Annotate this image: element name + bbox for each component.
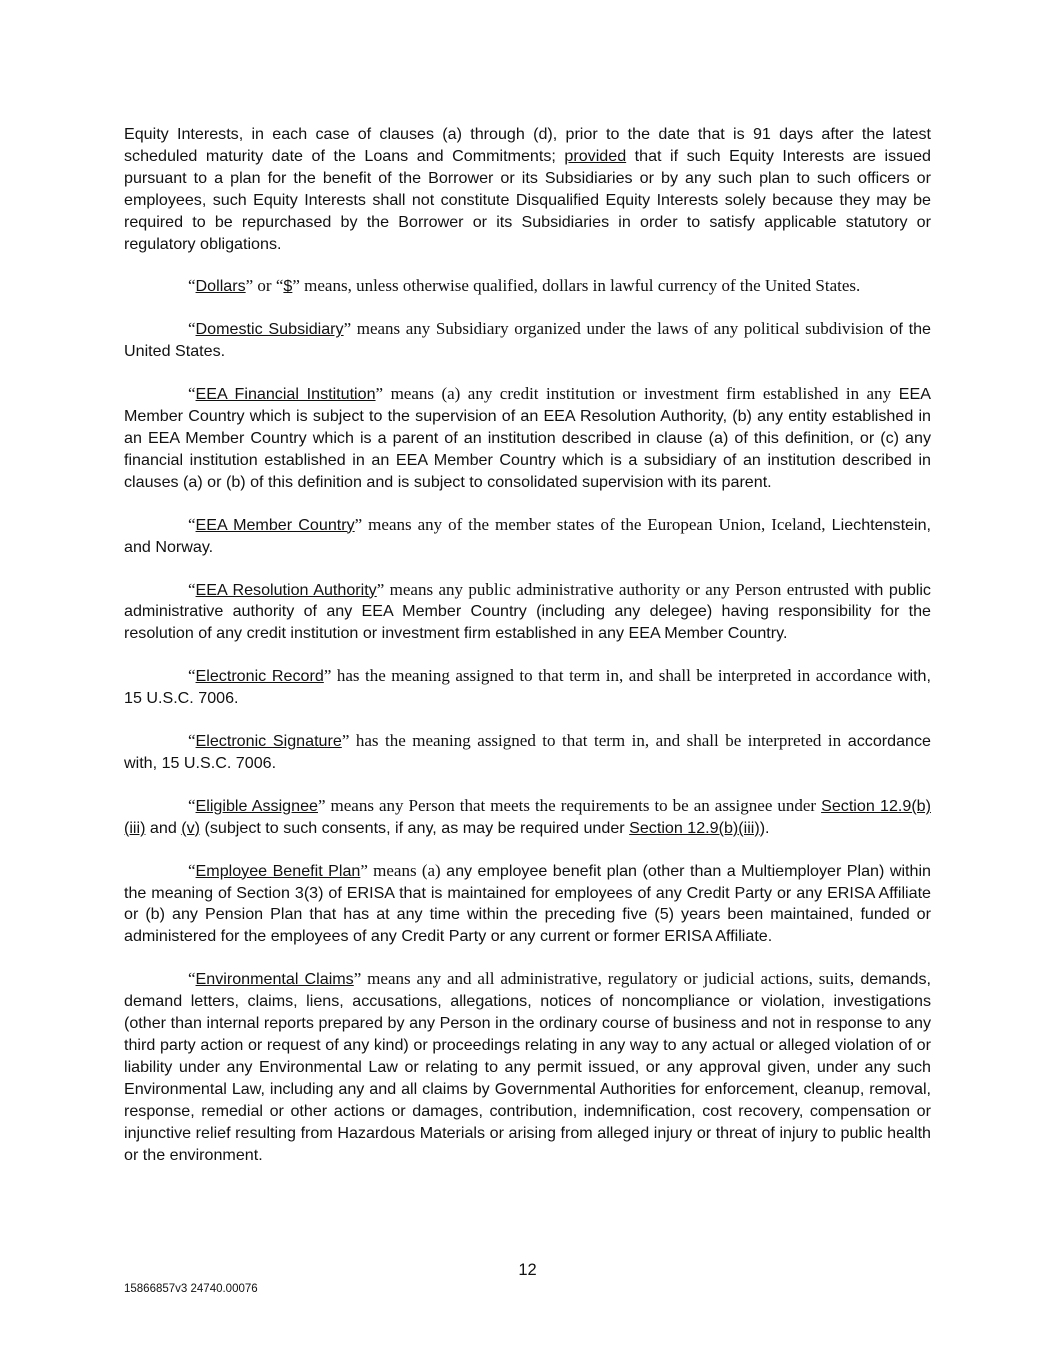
intro-paragraph: Equity Interests, in each case of clauses (a) through (d), prior to the date that is 91 days after the latest scheduled maturity date of the Loans and Commitments; provided that if such Equity Interests are issued pursuant to a plan for the benefit of the Borrower or its Subsidiaries or by any such plan to such officers or employees, such Equity Interests shall not constitute Disqualified Equity Interests solely because they may be required to be repurchased by the Borrower or its Subsidiaries in order to satisfy applicable statutory or regulatory obligations. [124,125,931,253]
definition-domestic-subsidiary: “Domestic Subsidiary” means any Subsidiary organized under the laws of any political subdivision of the United States. [124,319,931,361]
defined-term: Employee Benefit Plan [195,861,361,880]
section-reference: Section 12.9(b)(iii) [124,796,931,837]
definition-employee-benefit-plan: “Employee Benefit Plan” means (a) any employee benefit plan (other than a Multiemployer Plan) within the meaning of Section 3(3) of ERISA that is maintained for employees of any Credit Party or any ERISA Affiliate or (b) any Pension Plan that has at any time within the preceding five (5) years been maintained, funded or administered for the employees of any Credit Party or any current or former ERISA Affiliate. [124,860,931,946]
defined-term: Domestic Subsidiary [195,320,344,339]
definition-electronic-signature: “Electronic Signature” has the meaning assigned to that term in, and shall be interpreted in accordance with, 15 U.S.C. 7006. [124,731,931,772]
document-id: 15866857v3 24740.00076 [124,1283,258,1295]
defined-term: EEA Member Country [195,515,355,534]
defined-term: Eligible Assignee [195,796,318,815]
definition-electronic-record: “Electronic Record” has the meaning assigned to that term in, and shall be interpreted in accordance with, 15 U.S.C. 7006. [124,666,931,708]
defined-term: $ [283,277,293,296]
page-number: 12 [518,1261,537,1279]
defined-term: Electronic Record [195,667,324,686]
defined-term: Environmental Claims [195,970,354,989]
defined-term: EEA Resolution Authority [195,580,377,599]
definition-eea-member-country: “EEA Member Country” means any of the member states of the European Union, Iceland, Liechtenstein, and Norway. [124,514,931,556]
definition-eea-resolution-authority: “EEA Resolution Authority” means any public administrative authority or any Person entrusted with public administrative authority of any EEA Member Country (including any delegee) having responsibility for the resolution of any credit institution or investment firm established in any EEA Member Country. [124,579,931,643]
defined-term: Dollars [195,277,246,296]
definition-eea-financial-institution: “EEA Financial Institution” means (a) any credit institution or investment firm established in any EEA Member Country which is subject to the supervision of an EEA Resolution Authority, (b) any entity established in an EEA Member Country which is a parent of an institution described in clause (a) of this definition, or (c) any financial institution established in an EEA Member Country which is a subsidiary of an institution described in clauses (a) or (b) of this definition and is subject to consolidated supervision with its parent. [124,384,931,491]
section-reference: Section 12.9(b)(iii) [629,818,760,837]
definition-eligible-assignee: “Eligible Assignee” means any Person that meets the requirements to be an assignee under Section 12.9(b)(iii) and (v) (subject to such consents, if any, as may be required under Section 12.9(b)(iii)). [124,795,931,837]
defined-term: EEA Financial Institution [195,385,376,404]
document-body [124,124,931,1186]
provided-term: provided [564,146,627,165]
definition-dollars: “Dollars” or “$” means, unless otherwise qualified, dollars in lawful currency of the United States. [188,276,861,296]
section-reference: (v) [181,818,201,837]
defined-term: Electronic Signature [195,732,342,751]
definition-environmental-claims: “Environmental Claims” means any and all administrative, regulatory or judicial actions, suits, demands, demand letters, claims, liens, accusations, allegations, notices of noncompliance or violation, investigations (other than internal reports prepared by any Person in the ordinary course of business and not in response to any third party action or request of any kind) or proceedings relating in any way to any actual or alleged violation of or liability under any Environmental Law or relating to any permit issued, or any approval given, under any such Environmental Law, including any and all claims by Governmental Authorities for enforcement, cleanup, removal, response, remedial or other actions or damages, contribution, indemnification, cost recovery, compensation or injunctive relief resulting from Hazardous Materials or arising from alleged injury or threat of injury to public health or the environment. [124,969,931,1164]
